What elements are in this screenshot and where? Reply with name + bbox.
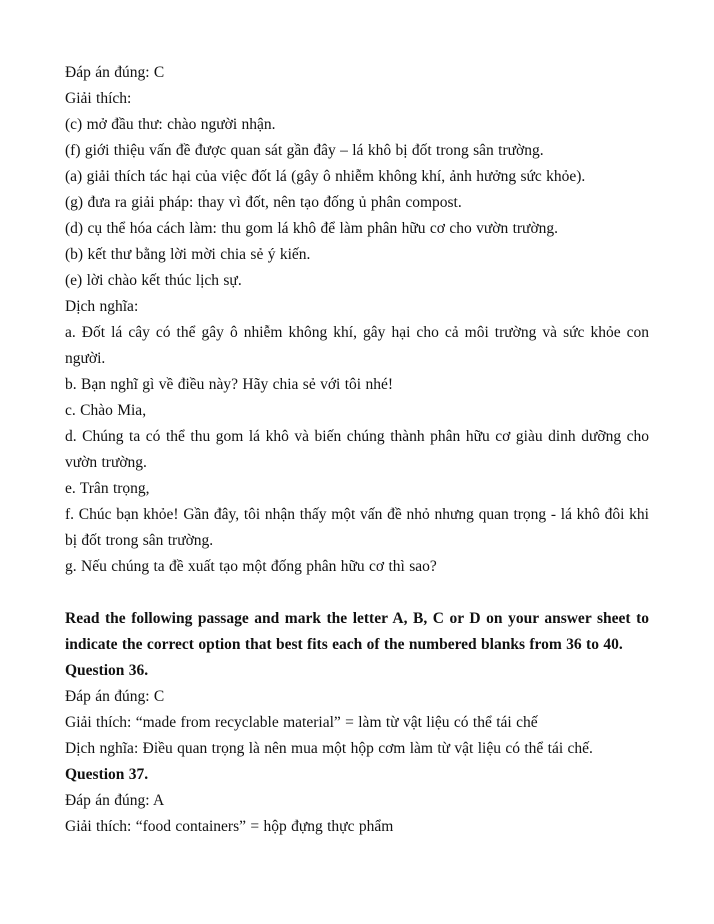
translation-item-f: f. Chúc bạn khỏe! Gần đây, tôi nhận thấy một vấn đề nhỏ nhưng quan trọng - lá khô đôi khi bị đốt trong sân trường. <box>65 506 649 549</box>
q36-answer-line: Đáp án đúng: C <box>65 688 165 705</box>
translation-item-e: e. Trân trọng, <box>65 480 150 497</box>
translation-item-g: g. Nếu chúng ta đề xuất tạo một đống phân hữu cơ thì sao? <box>65 558 437 575</box>
q37-answer-line: Đáp án đúng: A <box>65 792 165 809</box>
translation-item-b: b. Bạn nghĩ gì về điều này? Hãy chia sẻ với tôi nhé! <box>65 376 393 393</box>
outline-item-f: (f) giới thiệu vấn đề được quan sát gần đây – lá khô bị đốt trong sân trường. <box>65 142 544 159</box>
question-36-heading: Question 36. <box>65 662 149 679</box>
q37-explanation-line: Giải thích: “food containers” = hộp đựng thực phẩm <box>65 818 394 835</box>
translation-heading: Dịch nghĩa: <box>65 298 139 315</box>
outline-item-b: (b) kết thư bằng lời mời chia sẻ ý kiến. <box>65 246 311 263</box>
section-instruction: Read the following passage and mark the letter A, B, C or D on your answer sheet to indicate the correct option that best fits each of the numbered blanks from 36 to 40. <box>65 610 649 653</box>
q36-explanation-line: Giải thích: “made from recyclable material” = làm từ vật liệu có thể tái chế <box>65 714 538 731</box>
q36-translation-line: Dịch nghĩa: Điều quan trọng là nên mua một hộp cơm làm từ vật liệu có thể tái chế. <box>65 740 593 757</box>
question-37-heading: Question 37. <box>65 766 149 783</box>
answer-line: Đáp án đúng: C <box>65 64 165 81</box>
outline-item-c: (c) mở đầu thư: chào người nhận. <box>65 116 276 133</box>
translation-item-a: a. Đốt lá cây có thể gây ô nhiễm không khí, gây hại cho cả môi trường và sức khỏe con người. <box>65 324 649 367</box>
explanation-heading: Giải thích: <box>65 90 132 107</box>
outline-item-d: (d) cụ thể hóa cách làm: thu gom lá khô để làm phân hữu cơ cho vườn trường. <box>65 220 559 237</box>
translation-item-d: d. Chúng ta có thể thu gom lá khô và biến chúng thành phân hữu cơ giàu dinh dưỡng cho vườn trường. <box>65 428 649 471</box>
outline-item-e: (e) lời chào kết thúc lịch sự. <box>65 272 242 289</box>
outline-item-a: (a) giải thích tác hại của việc đốt lá (gây ô nhiễm không khí, ảnh hưởng sức khỏe). <box>65 168 586 185</box>
document-body <box>65 60 649 840</box>
paragraph-spacer <box>65 580 649 606</box>
translation-item-c: c. Chào Mia, <box>65 402 147 419</box>
outline-item-g: (g) đưa ra giải pháp: thay vì đốt, nên tạo đống ủ phân compost. <box>65 194 462 211</box>
